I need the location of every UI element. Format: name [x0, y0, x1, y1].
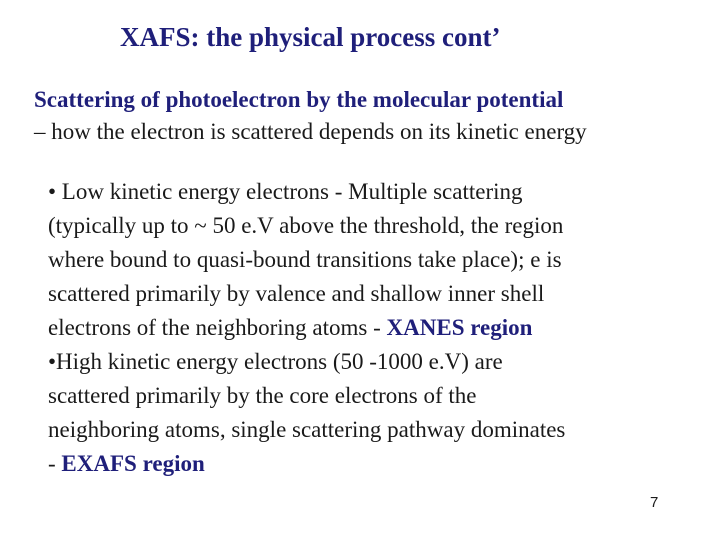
bullet-line-1: • Low kinetic energy electrons - Multiple scattering [48, 179, 523, 204]
bullet-line-4: scattered primarily by valence and shallow inner shell [48, 281, 545, 306]
xanes-region-label: XANES region [386, 315, 533, 340]
bullet-line-8: neighboring atoms, single scattering pathway dominates [48, 417, 566, 442]
page-number: 7 [650, 494, 659, 511]
bullet-line-9 [48, 447, 708, 481]
exafs-region-label: EXAFS region [61, 451, 205, 476]
intro-block [34, 84, 587, 148]
bullet-list [48, 175, 708, 481]
bullet-line-6: •High kinetic energy electrons (50 -1000 e.V) are [48, 349, 503, 374]
slide-title: XAFS: the physical process cont’ [120, 22, 501, 52]
bullet-line-7: scattered primarily by the core electrons of the [48, 383, 477, 408]
bullet-line-3: where bound to quasi-bound transitions take place); e is [48, 247, 562, 272]
section-heading: Scattering of photoelectron by the molecular potential [34, 87, 564, 112]
section-subheading: – how the electron is scattered depends on its kinetic energy [34, 119, 587, 144]
bullet-line-5 [48, 311, 708, 345]
bullet-line-5-text: electrons of the neighboring atoms - [48, 315, 387, 340]
bullet-line-2: (typically up to ~ 50 e.V above the threshold, the region [48, 213, 564, 238]
bullet-line-9-text: - [48, 451, 62, 476]
